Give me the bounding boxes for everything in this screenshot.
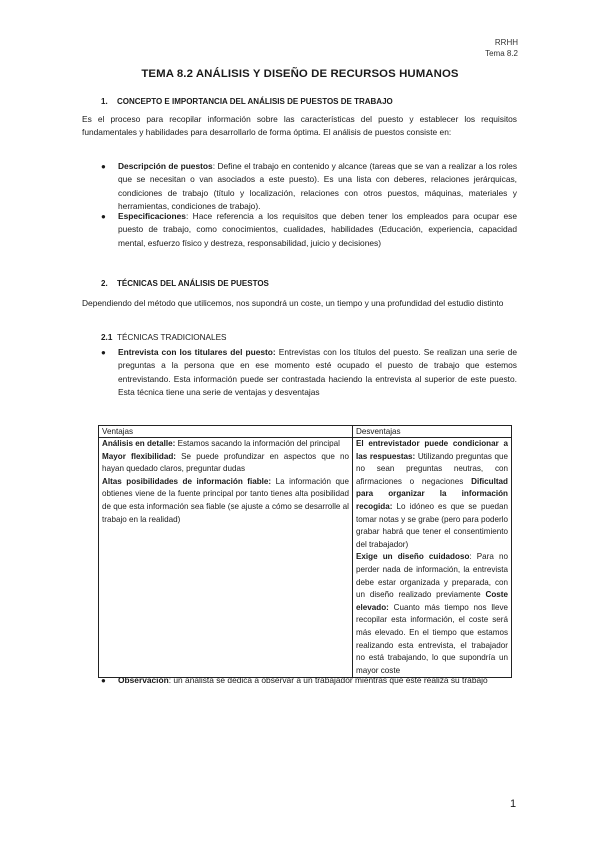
bullet-especificaciones — [118, 210, 517, 250]
desventaja-text: Lo idóneo es que se puedan tomar notas y se grabe (pero para poderlo grabar habrá que tener el consentimiento del trabajador) — [356, 501, 508, 549]
table-row — [99, 438, 512, 678]
desventaja-text: : Para no perder nada de información, la entrevista debe estar organizada y preparada, con un diseño realizado previamente — [356, 552, 508, 600]
bullet-icon: ● — [101, 348, 106, 357]
ventaja-term: Análisis en detalle: — [102, 439, 176, 448]
bullet-observacion-term: Observación — [118, 675, 169, 685]
bullet-entrevista — [118, 346, 517, 399]
subsection-label: TÉCNICAS TRADICIONALES — [117, 333, 227, 342]
bullet-descripcion-term: Descripción de puestos — [118, 161, 213, 171]
column-header-desventajas: Desventajas — [353, 426, 512, 438]
pros-cons-table — [98, 425, 512, 678]
section-2-title: TÉCNICAS DEL ANÁLISIS DE PUESTOS — [117, 279, 269, 288]
ventaja-item — [102, 451, 349, 476]
desventaja-term: El entrevistador puede condicionar a las respuestas: — [356, 439, 508, 461]
ventaja-text: La información que obtienes viene de la fuente principal por tanto tienes alta posibilidad de que esta información sea fiable (se ajuste a cómo se desarrolle al trabajo en la realidad) — [102, 476, 349, 524]
bullet-entrevista-text: Entrevistas con los títulos del puesto. Se realizan una serie de preguntas a la persona que en ese momento esté ocupado el puesto de trabajo que estemos entrevistando. Esta información puede ser contrastada haciendo la entrevista al superior de este puesto. Esta técnica tiene una serie de ventajas y desventajas — [118, 347, 517, 397]
desventaja-item — [356, 438, 508, 551]
desventaja-term: Coste elevado: — [356, 590, 508, 612]
section-1-number: 1. — [101, 97, 108, 106]
bullet-entrevista-term: Entrevista con los titulares del puesto: — [118, 347, 276, 357]
bullet-icon: ● — [101, 162, 106, 171]
column-header-ventajas: Ventajas — [99, 426, 353, 438]
section-1-title: CONCEPTO E IMPORTANCIA DEL ANÁLISIS DE PUESTOS DE TRABAJO — [117, 97, 393, 106]
page-header — [485, 37, 518, 59]
bullet-descripcion — [118, 160, 517, 213]
subsection-number: 2.1 — [101, 333, 113, 342]
bullet-especificaciones-term: Especificaciones — [118, 211, 186, 221]
ventaja-item — [102, 476, 349, 526]
ventaja-text: Se puede profundizar en aspectos que no hayan quedado claros, preguntar dudas — [102, 451, 349, 474]
section-2-heading — [101, 279, 269, 288]
section-1-intro: Es el proceso para recopilar información sobre las características del puesto y establecer los requisitos fundamentales y habilidades para desarrollarlo de forma óptima. El análisis de puestos consiste en: — [82, 114, 517, 138]
page-number: 1 — [510, 798, 517, 810]
header-subject: RRHH — [494, 38, 518, 47]
desventajas-cell — [353, 438, 512, 678]
desventaja-item — [356, 551, 508, 677]
ventaja-text: Estamos sacando la información del principal — [175, 439, 340, 448]
subsection-2-1 — [101, 333, 227, 342]
ventajas-cell — [99, 438, 353, 678]
ventaja-item — [102, 438, 349, 451]
desventaja-term: Exige un diseño cuidadoso — [356, 552, 470, 562]
bullet-especificaciones-text: : Hace referencia a los requisitos que deben tener los empleados para ocupar ese puesto de trabajo, como conocimientos, cualidades, habilidades (Educación, experiencia, capacidad mental, esfuerzo físico y destreza, responsabilidad, juicio y decisiones) — [118, 211, 517, 248]
section-2-intro: Dependiendo del método que utilicemos, nos supondrá un coste, un tiempo y una profundidad del estudio distinto — [82, 298, 504, 308]
section-1-heading — [101, 97, 393, 106]
ventaja-term: Altas posibilidades de información fiable: — [102, 476, 272, 486]
desventaja-text: Utilizando preguntas que no sean preguntas neutras, con afirmaciones o negaciones — [356, 451, 509, 486]
document-title: TEMA 8.2 ANÁLISIS Y DISEÑO DE RECURSOS HUMANOS — [141, 68, 459, 80]
desventaja-term: Dificultad para organizar la información recogida: — [356, 476, 508, 511]
table-header-row — [99, 426, 512, 438]
bullet-icon: ● — [101, 676, 106, 685]
header-topic: Tema 8.2 — [485, 49, 518, 58]
bullet-observacion-text: : un analista se dedica a observar a un trabajador mientras que este realiza su trabajo — [168, 675, 488, 685]
desventaja-text: Cuanto más tiempo nos lleve recopilar esta información, el coste será más elevado. En el tiempo que estamos realizando esta entrevista, el trabajador no está trabajando, lo que supondría un mayor coste — [356, 602, 508, 675]
bullet-observacion — [118, 674, 517, 687]
section-2-number: 2. — [101, 279, 108, 288]
bullet-descripcion-text: : Define el trabajo en contenido y alcance (tareas que se van a realizar a los roles que se necesitan o van asociados a este puesto). Es una lista con deberes, relaciones jerárquicas, condiciones de trabajo (título y localización, relaciones con otros puestos, máquinas, materiales y herramientas, condiciones de trabajo). — [118, 161, 518, 211]
ventaja-term: Mayor flexibilidad: — [102, 451, 176, 461]
bullet-icon: ● — [101, 212, 106, 221]
